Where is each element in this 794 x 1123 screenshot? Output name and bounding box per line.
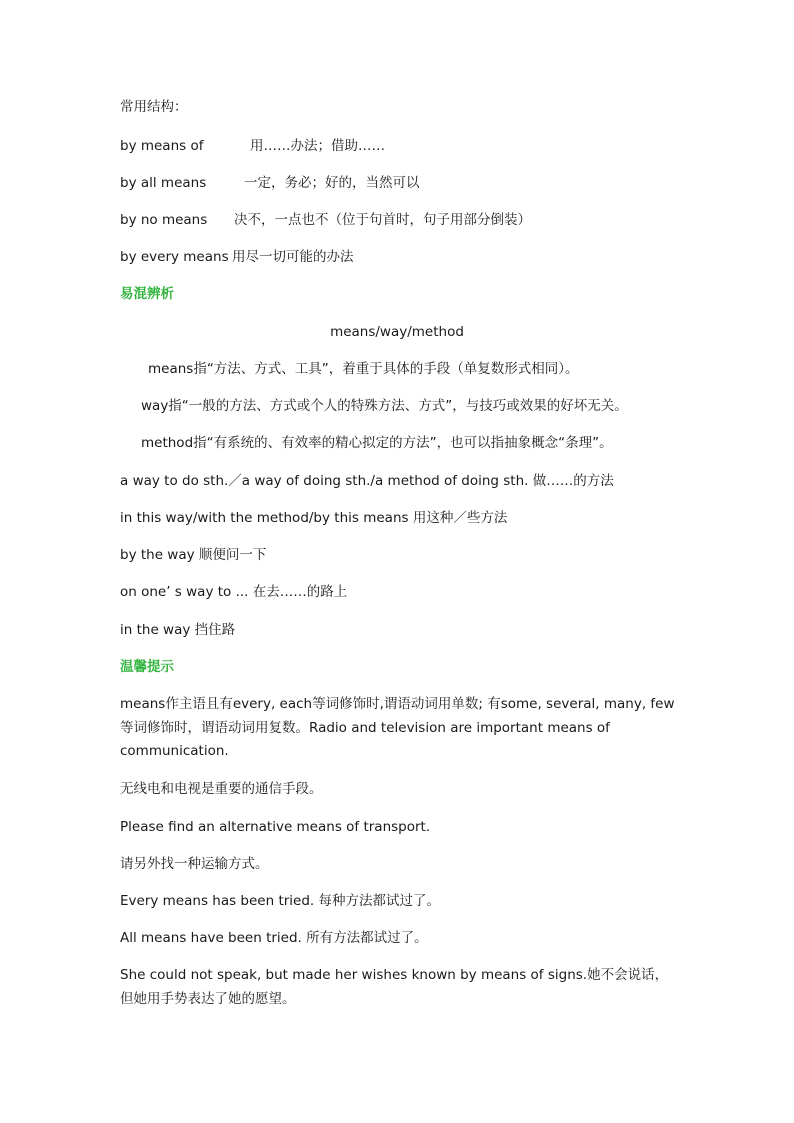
- phrase-zh: 用尽一切可能的办法: [232, 249, 354, 265]
- phrase-en: by means of: [120, 138, 204, 154]
- way-phrase: by the way 顺便问一下: [120, 547, 267, 563]
- phrase-en: by no means: [120, 212, 208, 228]
- phrase-zh: 决不，一点也不（位于句首时，句子用部分倒装）: [234, 212, 531, 228]
- example-sentence: All means have been tried. 所有方法都试过了。: [120, 930, 428, 946]
- way-phrase: on one’ s way to ... 在去……的路上: [120, 584, 348, 600]
- final-paragraph: She could not speak, but made her wishes known by means of signs.她不会说话，但她用手势表达了她的愿望。: [120, 967, 669, 1007]
- heading-tips: 温馨提示: [120, 659, 174, 675]
- way-phrase: a way to do sth.／a way of doing sth./a method of doing sth. 做……的方法: [120, 473, 614, 489]
- phrase-zh: 一定，务必；好的，当然可以: [244, 175, 420, 191]
- phrase-row: [120, 174, 420, 192]
- phrase-en: by every means: [120, 249, 229, 265]
- way-phrase: in this way/with the method/by this means 用这种／些方法: [120, 510, 508, 526]
- example-sentence: 请另外找一种运输方式。: [120, 856, 269, 872]
- definition-way: way指“一般的方法、方式或个人的特殊方法、方式”，与技巧或效果的好坏无关。: [141, 398, 628, 414]
- phrase-en: by all means: [120, 175, 207, 191]
- way-phrase: in the way 挡住路: [120, 622, 236, 638]
- definition-method: method指“有系统的、有效率的精心拟定的方法”，也可以指抽象概念“条理”。: [141, 435, 613, 451]
- heading-common-structures: 常用结构：: [120, 99, 188, 115]
- definition-means: means指“方法、方式、工具”，着重于具体的手段（单复数形式相同）。: [148, 361, 579, 377]
- example-sentence: Every means has been tried. 每种方法都试过了。: [120, 893, 440, 909]
- phrase-zh: 用……办法；借助……: [250, 138, 385, 154]
- phrase-row: [120, 248, 354, 266]
- phrase-row: [120, 211, 531, 229]
- example-sentence: 无线电和电视是重要的通信手段。: [120, 781, 323, 797]
- confusion-title: means/way/method: [330, 324, 464, 340]
- heading-confusion: 易混辨析: [120, 286, 174, 302]
- phrase-row: [120, 137, 385, 155]
- tip-paragraph: means作主语且有every, each等词修饰时,谓语动词用单数; 有some, several, many, few等词修饰时，谓语动词用复数。Radio and television are important means of communication.: [120, 696, 675, 759]
- example-sentence: Please find an alternative means of transport.: [120, 819, 431, 835]
